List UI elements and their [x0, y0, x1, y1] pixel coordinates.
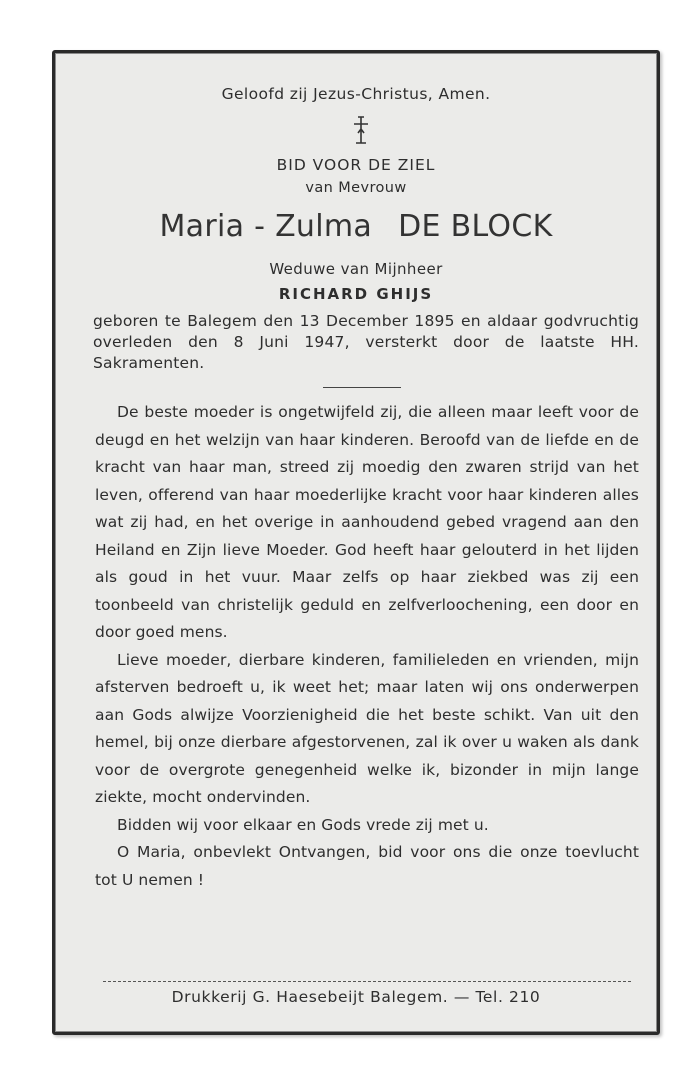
greeting: Geloofd zij Jezus-Christus, Amen.: [221, 85, 491, 103]
pray-heading: BID VOOR DE ZIEL: [276, 156, 436, 174]
paragraph: Lieve moeder, dierbare kinderen, familieleden en vrienden, mijn afsterven bedroeft u, ik weet het; maar laten wij ons onderwerpen aan Gods alwijze Voorzienigheid die het beste schikt. Van uit den hemel, bij onze dierbare afgestorvenen, zal ik over u waken als dank voor de overgrote genegenheid welke ik, bizonder in mijn lange ziekte, mocht ondervinden.: [95, 650, 639, 806]
paragraph: Bidden wij voor elkaar en Gods vrede zij met u.: [117, 815, 489, 834]
widow-of: Weduwe van Mijnheer: [269, 260, 443, 278]
divider: [323, 387, 401, 388]
paragraph: O Maria, onbevlekt Ontvangen, bid voor ons die onze toevlucht tot U nemen !: [95, 843, 639, 889]
deceased-name: [55, 209, 657, 244]
printer-credit: Drukkerij G. Haesebeijt Balegem. — Tel. 210: [171, 988, 541, 1006]
paragraph: De beste moeder is ongetwijfeld zij, die alleen maar leeft voor de deugd en het welzijn van haar kinderen. Beroofd van de liefde en de kracht van haar man, streed zij moedig den zwaren strijd van het leven, offerend van haar moederlijke kracht voor haar kinderen alles wat zij had, en het overige in aanhoudend gebed vragend aan den Heiland en Zijn lieve Moeder. God heeft haar gelouterd in het lijden als goud in het vuur. Maar zelfs op haar ziekbed was zij een toonbeeld van christelijk geduld en zelfverloochening, een door en door goed mens.: [95, 403, 639, 641]
memorial-text: [95, 399, 639, 894]
surname: DE BLOCK: [398, 209, 553, 244]
first-name: Maria - Zulma: [159, 209, 373, 244]
husband-name: RICHARD GHIJS: [278, 285, 434, 303]
cross-icon: [349, 115, 373, 145]
footer-divider: [103, 981, 631, 982]
of-lady: van Mevrouw: [305, 180, 407, 196]
biography: geboren te Balegem den 13 December 1895 en aldaar godvruchtig overleden den 8 Juni 1947, versterkt door de laatste HH. Sakramenten.: [93, 312, 639, 372]
memorial-card: [52, 50, 660, 1035]
